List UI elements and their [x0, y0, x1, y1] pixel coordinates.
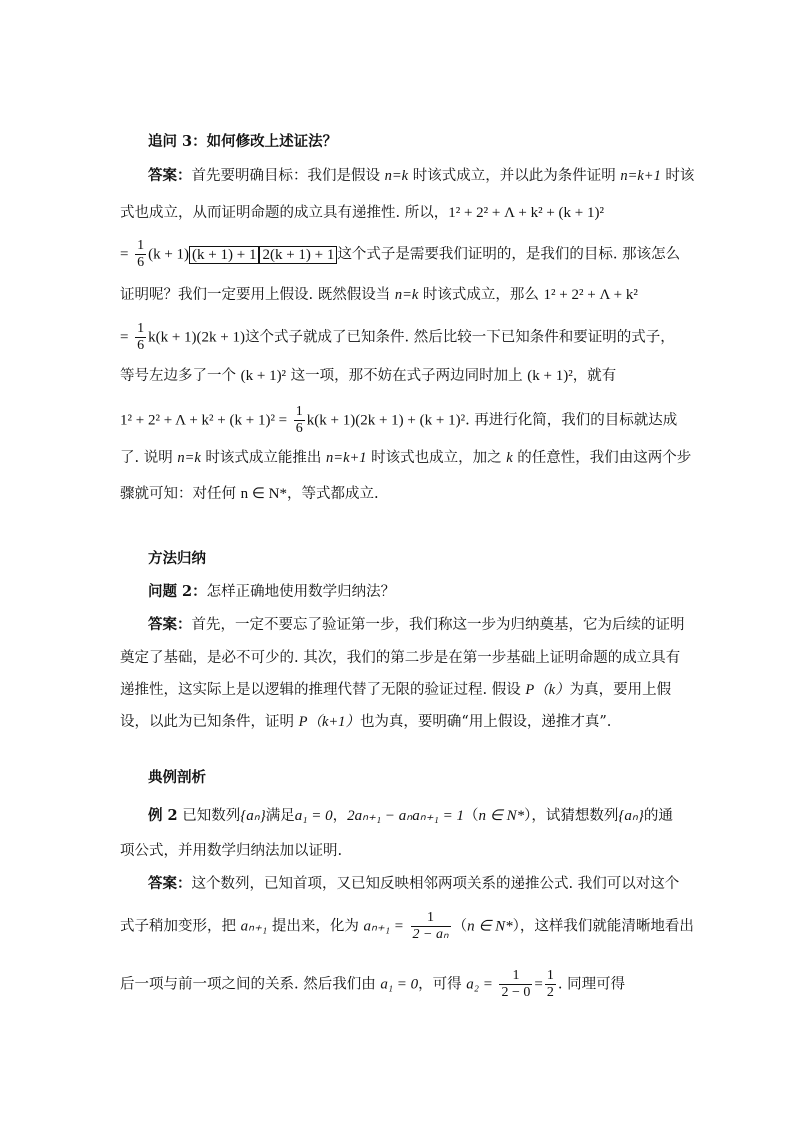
numerator: 1	[546, 968, 554, 983]
question-2-label: 问题 2：	[148, 583, 207, 600]
formula-factor: (k + 1)	[148, 246, 190, 263]
formula-bracket-2: 2(k + 1) + 1	[259, 246, 337, 264]
denominator: 6	[137, 338, 145, 353]
equals-sign: =	[534, 976, 543, 993]
var-n-eq-k: n=k	[384, 168, 409, 184]
answer-paragraph-1-line-3	[120, 238, 680, 271]
numerator: 1	[295, 404, 303, 419]
numerator: 1	[137, 321, 145, 336]
text: ，就有	[572, 368, 617, 384]
section-title-method: 方法归纳	[148, 550, 206, 567]
formula-a1: a₁ = 0	[380, 976, 419, 993]
denominator: 6	[137, 255, 145, 270]
answer-paragraph-2-line-4	[120, 712, 680, 732]
formula-n-in-N: n ∈ N*	[478, 808, 525, 824]
text: 为真，要用上假	[569, 682, 672, 698]
text: 这个式子是需要我们证明的，是我们的目标. 那该怎么	[337, 246, 681, 263]
equals-sign: =	[120, 246, 129, 263]
text: 时该式也成立，加之	[366, 450, 507, 466]
equals-sign: =	[120, 329, 129, 346]
text: （	[452, 918, 468, 935]
formula-a2-eq: a₂ =	[466, 976, 493, 993]
fraction-recurrence	[411, 910, 451, 943]
formula-sequence: {aₙ}	[618, 808, 644, 824]
fraction-one-half	[545, 968, 556, 1001]
answer-paragraph-1-line-2	[120, 203, 680, 223]
text: 时该	[660, 168, 695, 184]
var-n-eq-k: n=k	[177, 450, 201, 466]
var-k: k	[506, 450, 513, 466]
text: . 同理可得	[557, 976, 626, 993]
formula-n-in-N: n ∈ N*	[467, 918, 513, 935]
question-2-text: 怎样正确地使用数学归纳法？	[206, 584, 396, 600]
formula-sum-squares-k: 1² + 2² + Λ + k²	[543, 287, 638, 303]
formula-a1: a₁ = 0	[294, 808, 333, 824]
text: 这一项，那不妨在式子两边同时加上	[286, 368, 528, 384]
question-2-line	[148, 582, 708, 602]
answer-paragraph-1-line-1	[148, 166, 708, 186]
fraction-one-sixth	[294, 404, 305, 437]
formula-an1-eq: aₙ₊₁ =	[363, 918, 404, 935]
text: 也为真，要明确“用上假设，递推才真”.	[359, 714, 612, 730]
answer-paragraph-1-line-4	[120, 285, 680, 305]
formula-sum-squares: 1² + 2² + Λ + k² + (k + 1)²	[448, 205, 604, 221]
denominator: 6	[295, 421, 303, 436]
answer-paragraph-1-line-7	[120, 404, 680, 437]
text: 这个数列，已知首项，又已知反映相邻两项关系的递推公式. 我们可以对这个	[191, 876, 680, 892]
text: 式子稍加变形，把	[120, 918, 241, 935]
text: . 再进行化简，我们的目标就达成	[465, 412, 678, 429]
question-3-title: 追问 3：如何修改上述证法？	[148, 133, 338, 150]
text: 的任意性，我们由这两个步	[512, 450, 692, 466]
answer-paragraph-2-line-1	[148, 615, 708, 635]
formula-n-in-N: n ∈ N*	[240, 486, 288, 502]
example-2-line-1	[148, 806, 708, 826]
text: 的通	[643, 808, 673, 824]
text: （	[464, 808, 479, 824]
answer-label: 答案：	[148, 875, 192, 892]
formula-term: (k + 1)²	[240, 368, 287, 384]
text: 提出来，化为	[267, 918, 364, 935]
text: 时该式成立，那么	[418, 287, 544, 303]
formula-lhs: 1² + 2² + Λ + k² + (k + 1)² =	[120, 412, 288, 429]
example-2-label: 例 2	[148, 807, 178, 824]
denominator: 2 − aₙ	[412, 927, 449, 942]
formula-bracket-1: (k + 1) + 1	[189, 246, 259, 264]
answer-paragraph-3-line-2	[120, 910, 694, 943]
text: ，	[332, 808, 348, 824]
answer-label: 答案：	[148, 616, 192, 633]
answer-paragraph-2-line-3	[120, 680, 680, 700]
formula-an1: aₙ₊₁	[240, 918, 268, 935]
section-title-example: 典例剖析	[148, 769, 206, 786]
answer-paragraph-2-line-2: 奠定了基础，是必不可少的. 其次，我们的第二步是在第一步基础上证明命题的成立具有	[120, 650, 681, 666]
fraction-one-sixth	[135, 321, 146, 354]
text: 首先要明确目标：我们是假设	[191, 168, 385, 184]
text: 首先，一定不要忘了验证第一步，我们称这一步为归纳奠基，它为后续的证明	[191, 617, 685, 633]
text: 已知数列	[177, 808, 241, 824]
text: 式也成立，从而证明命题的成立具有递推性. 所以，	[120, 205, 449, 221]
answer-paragraph-3-line-1	[148, 874, 708, 894]
denominator: 2	[546, 985, 554, 1000]
text: 骤就可知：对任何	[120, 486, 241, 502]
numerator: 1	[411, 910, 451, 927]
text: 设，以此为已知条件，证明	[120, 714, 299, 730]
denominator: 2 − 0	[501, 985, 531, 1000]
text: 后一项与前一项之间的关系. 然后我们由	[120, 976, 381, 993]
text: 等号左边多了一个	[120, 368, 241, 384]
answer-paragraph-3-line-3	[120, 968, 680, 1001]
formula-recurrence: 2aₙ₊₁ − aₙaₙ₊₁ = 1	[347, 808, 465, 824]
text: ，可得	[418, 976, 467, 993]
numerator: 1	[137, 238, 145, 253]
fraction-a2	[499, 968, 532, 1001]
text: ），试猜想数列	[524, 808, 619, 824]
text: 递推性，这实际上是以逻辑的推理代替了无限的验证过程. 假设	[120, 682, 526, 698]
answer-paragraph-1-line-5	[120, 321, 680, 354]
var-n-eq-k: n=k	[394, 287, 419, 303]
text: 时该式成立能推出	[200, 450, 327, 466]
answer-label: 答案：	[148, 167, 192, 184]
formula-p-k1: P（k+1）	[298, 714, 360, 730]
text: 满足	[265, 808, 295, 824]
answer-paragraph-1-line-8	[120, 448, 692, 468]
text: 证明呢？我们一定要用上假设. 既然假设当	[120, 287, 395, 303]
text: 时该式成立，并以此为条件证明	[408, 168, 621, 184]
text: ），这样我们就能清晰地看出	[512, 918, 694, 935]
var-n-eq-k1: n=k+1	[326, 450, 367, 466]
formula-sequence: {aₙ}	[240, 808, 266, 824]
text: 这个式子就成了已知条件. 然后比较一下已知条件和要证明的式子，	[244, 329, 675, 346]
numerator: 1	[499, 968, 532, 985]
fraction-one-sixth	[135, 238, 146, 271]
var-n-eq-k1: n=k+1	[620, 168, 661, 184]
answer-paragraph-1-line-6	[120, 366, 680, 386]
text: 了. 说明	[120, 450, 178, 466]
answer-paragraph-1-line-9	[120, 484, 680, 504]
formula-rhs: k(k + 1)(2k + 1) + (k + 1)²	[306, 412, 466, 429]
example-2-line-2: 项公式，并用数学归纳法加以证明.	[120, 843, 343, 859]
formula-term: (k + 1)²	[527, 368, 573, 384]
formula-product: k(k + 1)(2k + 1)	[148, 329, 245, 346]
text: ，等式都成立.	[287, 486, 379, 502]
formula-p-k: P（k）	[525, 682, 570, 698]
